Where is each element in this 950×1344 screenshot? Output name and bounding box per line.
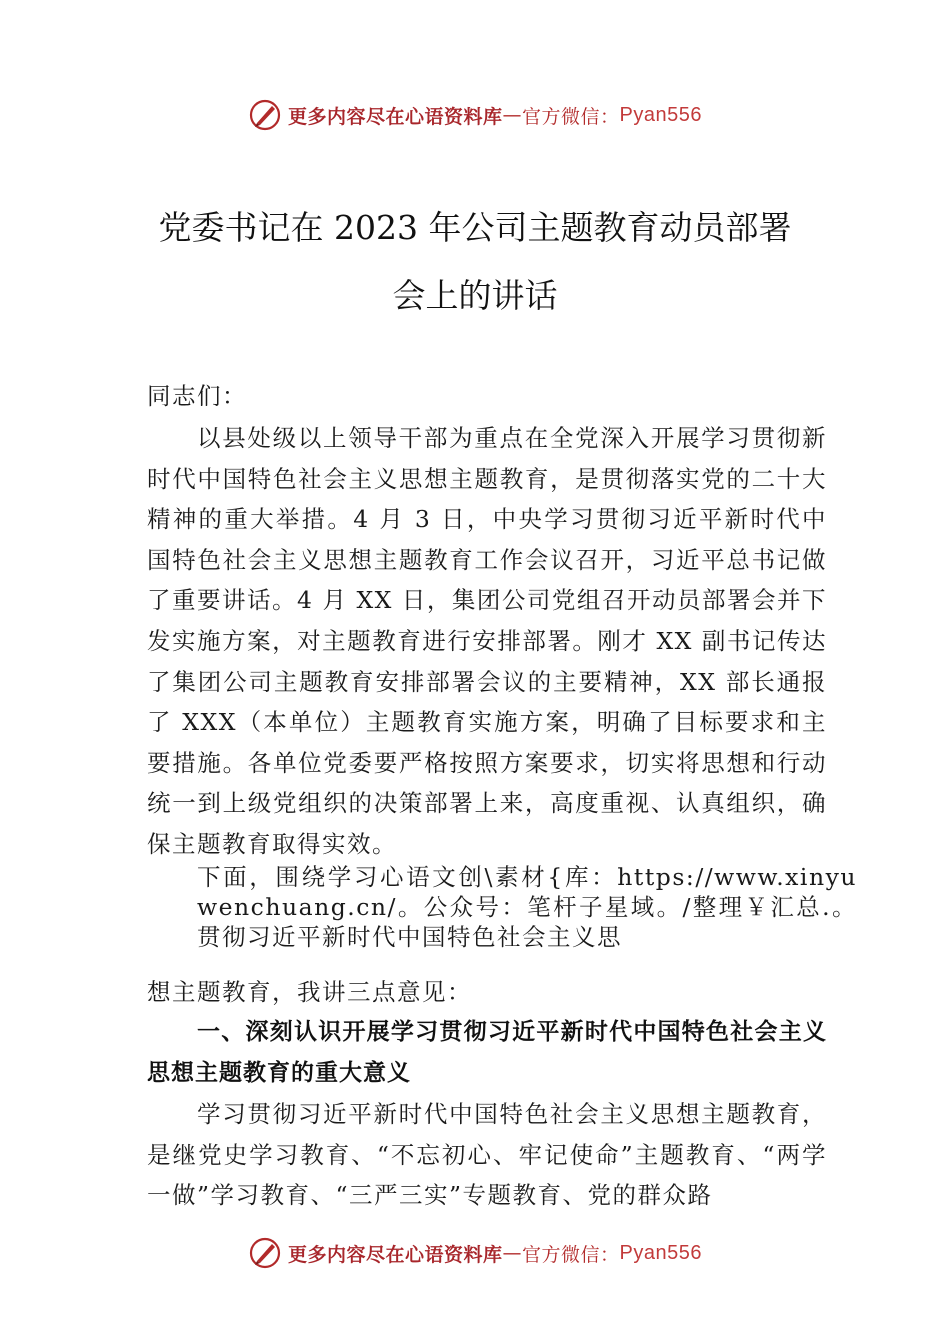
document-title-line-1: 党委书记在 2023 年公司主题教育动员部署 (158, 208, 792, 247)
banner-separator: — (502, 104, 523, 126)
document-title-line-2: 会上的讲话 (392, 276, 558, 315)
banner-label: 官方微信： (522, 1243, 620, 1266)
banner-separator: — (502, 1242, 523, 1264)
section-heading-1: 一、深刻认识开展学习贯彻习近平新时代中国特色社会主义思想主题教育的重大意义 (147, 1019, 827, 1086)
paragraph-outline-continued: 想主题教育，我讲三点意见： (147, 978, 472, 1006)
paragraph-intro: 以县处级以上领导干部为重点在全党深入开展学习贯彻新时代中国特色社会主义思想主题教育，是贯彻落实党的二十大精神的重大举措。4 月 3 日，中央学习贯彻习近平新时代中国特色社会主义思想主题教育工作会议召开，习近平总书记做了重要讲话。4 月 XX 日，集团公司党组召开动员部署会并下发实施方案，对主题教育进行安排部署。刚才 XX 副书记传达了集团公司主题教育安排部署会议的主要精神，XX 部长通报了 XXX（本单位）主题教育实施方案，明确了目标要求和主要措施。各单位党委要严格按照方案要求，切实将思想和行动统一到上级党组织的决策部署上来，高度重视、认真组织，确保主题教育取得实效。 (147, 424, 827, 858)
footer-watermark-banner (0, 1233, 950, 1273)
banner-brand: 更多内容尽在心语资料库 (288, 105, 503, 128)
banner-brand: 更多内容尽在心语资料库 (288, 1243, 503, 1266)
banner-wechat-id: Pyan556 (619, 103, 702, 126)
paragraph-outline-watermark: 下面，围绕学习心语文创\素材{库：https://www.xinyuwenchuang.cn/。公众号：笔杆子星域。/整理￥汇总.。贯彻习近平新时代中国特色社会主义思 (197, 863, 857, 951)
paragraph-section-1: 学习贯彻习近平新时代中国特色社会主义思想主题教育，是继党史学习教育、“不忘初心、牢记使命”主题教育、“两学一做”学习教育、“三严三实”专题教育、党的群众路 (147, 1100, 827, 1210)
salutation: 同志们： (147, 382, 247, 410)
header-watermark-banner (0, 95, 950, 135)
banner-wechat-id: Pyan556 (619, 1241, 702, 1264)
banner-label: 官方微信： (522, 105, 620, 128)
pen-logo-icon (248, 1236, 282, 1270)
pen-logo-icon (248, 98, 282, 132)
